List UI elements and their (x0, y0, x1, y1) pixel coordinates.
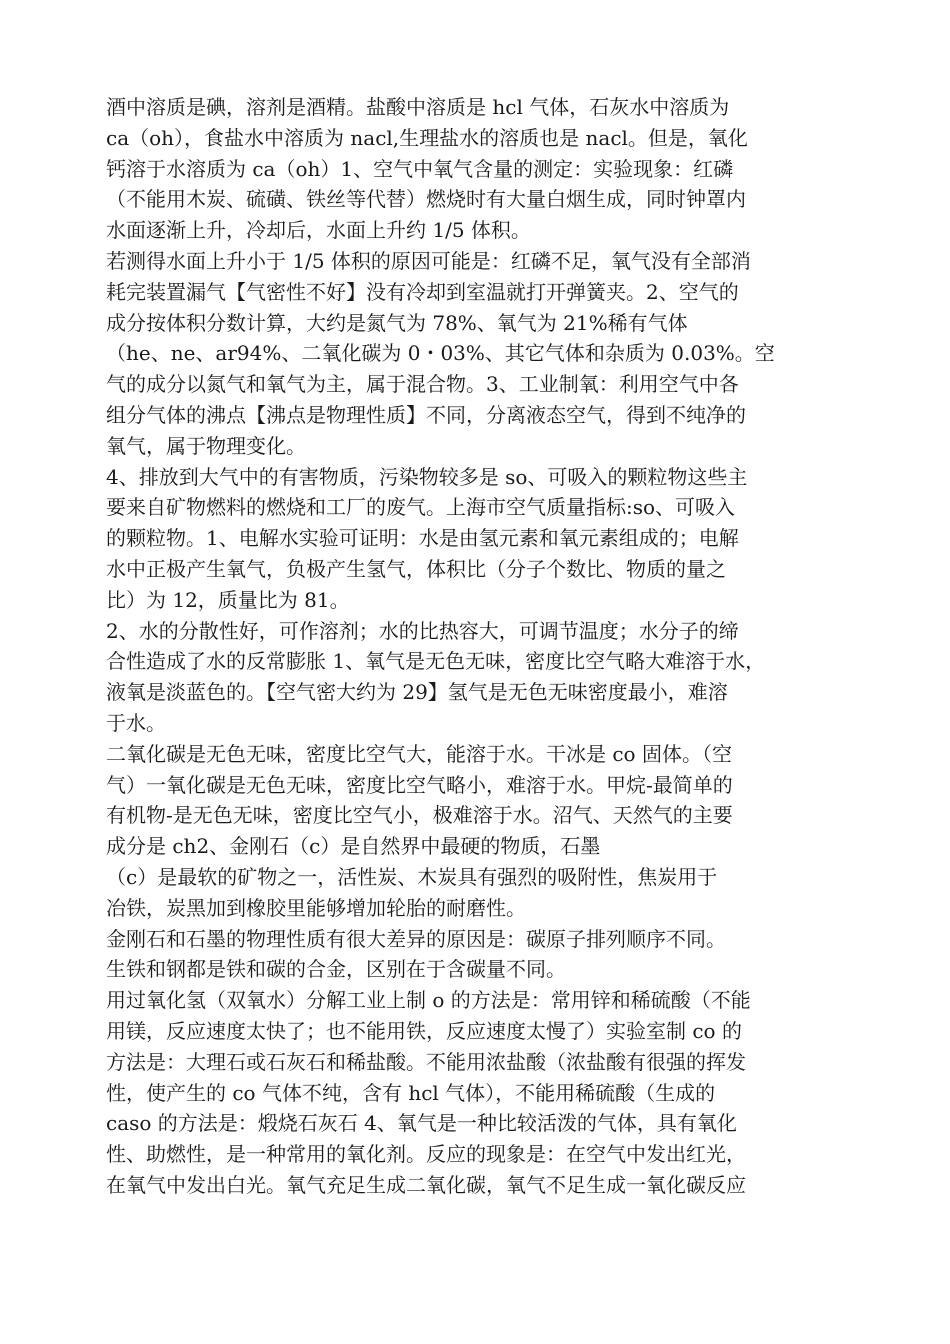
text-line: （he、ne、ar94%、二氧化碳为 0・03%、其它气体和杂质为 0.03%。空 (106, 341, 775, 366)
text-line: 要来自矿物燃料的燃烧和工厂的废气。上海市空气质量指标:so、可吸入 (106, 495, 736, 520)
text-line: 的颗粒物。1、电解水实验可证明：水是由氢元素和氧元素组成的；电解 (106, 526, 739, 551)
text-line: 水面逐渐上升，冷却后，水面上升约 1/5 体积。 (106, 218, 531, 243)
text-line: 耗完装置漏气【气密性不好】没有冷却到室温就打开弹簧夹。2、空气的 (106, 279, 739, 304)
text-line: 用镁，反应速度太快了；也不能用铁，反应速度太慢了）实验室制 co 的 (106, 1018, 742, 1043)
text-line: 用过氧化氢（双氧水）分解工业上制 o 的方法是：常用锌和稀硫酸（不能 (106, 988, 751, 1013)
text-line: 有机物-是无色无味，密度比空气小，极难溶于水。沼气、天然气的主要 (106, 803, 733, 828)
text-line: 性、助燃性，是一种常用的氧化剂。反应的现象是：在空气中发出红光， (106, 1142, 746, 1167)
text-line: 合性造成了水的反常膨胀 1、氧气是无色无味，密度比空气略大难溶于水， (106, 649, 766, 674)
text-line: 液氧是淡蓝色的。【空气密大约为 29】氢气是无色无味密度最小，难溶 (106, 680, 728, 705)
text-line: 钙溶于水溶质为 ca（oh）1、空气中氧气含量的测定：实验现象：红磷 (106, 156, 734, 181)
text-line: （不能用木炭、硫磺、铁丝等代替）燃烧时有大量白烟生成，同时钟罩内 (106, 187, 746, 212)
text-line: 冶铁，炭黑加到橡胶里能够增加轮胎的耐磨性。 (106, 895, 526, 920)
text-line: 氧气，属于物理变化。 (106, 433, 306, 458)
text-line: 气）一氧化碳是无色无味，密度比空气略小，难溶于水。甲烷-最简单的 (106, 772, 733, 797)
text-line: 方法是：大理石或石灰石和稀盐酸。不能用浓盐酸（浓盐酸有很强的挥发 (106, 1049, 746, 1074)
text-line: 若测得水面上升小于 1/5 体积的原因可能是：红磷不足，氧气没有全部消 (106, 248, 751, 273)
text-line: 成分按体积分数计算，大约是氮气为 78%、氧气为 21%稀有气体 (106, 310, 688, 335)
text-line: 组分气体的沸点【沸点是物理性质】不同，分离液态空气，得到不纯净的 (106, 402, 746, 427)
text-line: 气的成分以氮气和氧气为主，属于混合物。3、工业制氧：利用空气中各 (106, 372, 739, 397)
text-line: ca（oh），食盐水中溶质为 nacl,生理盐水的溶质也是 nacl。但是，氧化 (106, 125, 748, 150)
document-body (106, 92, 856, 1201)
text-line: （c）是最软的矿物之一，活性炭、木炭具有强烈的吸附性，焦炭用于 (106, 864, 718, 889)
text-line: 生铁和钢都是铁和碳的合金，区别在于含碳量不同。 (106, 957, 566, 982)
text-line: 成分是 ch2、金刚石（c）是自然界中最硬的物质，石墨 (106, 834, 601, 859)
text-line: 性，使产生的 co 气体不纯，含有 hcl 气体），不能用稀硫酸（生成的 (106, 1080, 716, 1105)
text-line: 水中正极产生氧气，负极产生氢气，体积比（分子个数比、物质的量之 (106, 556, 726, 581)
text-line: 在氧气中发出白光。氧气充足生成二氧化碳，氧气不足生成一氧化碳反应 (106, 1172, 746, 1197)
text-line: 酒中溶质是碘，溶剂是酒精。盐酸中溶质是 hcl 气体，石灰水中溶质为 (106, 95, 730, 119)
text-line: 比）为 12，质量比为 81。 (106, 587, 350, 612)
text-line: caso 的方法是：煅烧石灰石 4、氧气是一种比较活泼的气体，具有氧化 (106, 1111, 737, 1136)
text-line: 2、水的分散性好，可作溶剂；水的比热容大，可调节温度；水分子的缔 (106, 618, 739, 643)
text-line: 金刚石和石墨的物理性质有很大差异的原因是：碳原子排列顺序不同。 (106, 926, 726, 951)
text-line: 于水。 (106, 710, 166, 735)
text-line: 4、排放到大气中的有害物质，污染物较多是 so、可吸入的颗粒物这些主 (106, 464, 748, 489)
text-line: 二氧化碳是无色无味，密度比空气大，能溶于水。干冰是 co 固体。（空 (106, 741, 732, 766)
